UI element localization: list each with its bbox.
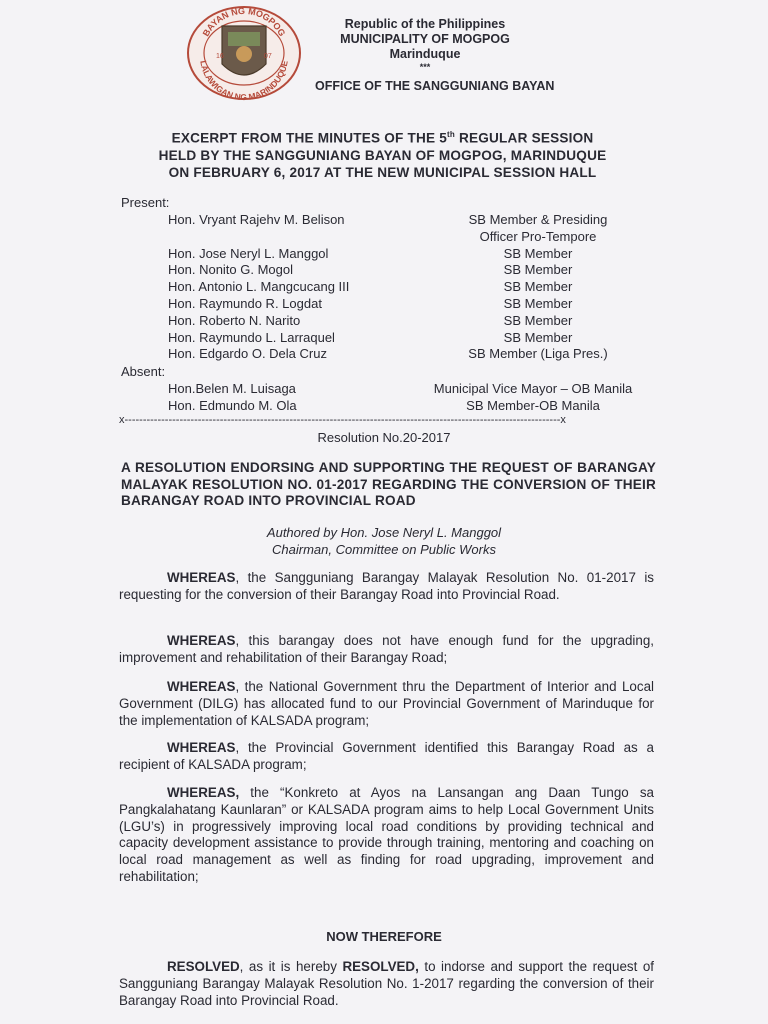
member-position: SB Member	[503, 279, 573, 295]
member-position: SB Member	[503, 296, 573, 311]
separator-line: x-----------------------------------------------------------------------------------------------------------------------x	[119, 414, 566, 426]
header-province: Marinduque	[389, 47, 461, 61]
member-name: Hon. Vryant Rajehv M. Belison	[168, 212, 345, 227]
member-name: Hon. Nonito G. Mogol	[168, 262, 294, 278]
municipal-seal-logo	[186, 4, 302, 102]
present-member-row	[168, 330, 648, 347]
present-member-row	[168, 313, 648, 330]
now-therefore: NOW THEREFORE	[326, 929, 442, 944]
whereas-paragraph: WHEREAS, the Sangguniang Barangay Malayak Resolution No. 01-2017 is requesting for the conversion of their Barangay Road into Provincial Road.	[119, 570, 654, 602]
resolution-number: Resolution No.20-2017	[317, 430, 451, 445]
office-title: OFFICE OF THE SANGGUNIANG BAYAN	[315, 79, 555, 93]
resolved-paragraph: RESOLVED, as it is hereby RESOLVED, to indorse and support the request of Sangguniang Barangay Malayak Resolution No. 1-2017 regarding the conversion of their Barangay Road into Provincial Road.	[119, 959, 654, 1008]
svg-text:LALAWIGAN NG MARINDUQUE: LALAWIGAN NG MARINDUQUE	[198, 59, 290, 102]
absent-member-row	[168, 381, 648, 398]
svg-text:BAYAN NG MOGPOG: BAYAN NG MOGPOG	[200, 5, 288, 38]
svg-text:07: 07	[264, 53, 272, 60]
svg-text:16: 16	[216, 53, 224, 60]
header-republic: Republic of the Philippines	[344, 17, 506, 31]
member-name: Hon. Jose Neryl L. Manggol	[168, 245, 329, 261]
present-label: Present:	[121, 195, 170, 210]
present-member-row	[168, 346, 648, 363]
present-member-row	[168, 262, 648, 279]
member-position: Officer Pro-Tempore	[479, 228, 597, 244]
member-name: Hon. Raymundo L. Larraquel	[168, 329, 335, 345]
present-member-row	[168, 229, 648, 246]
absent-label: Absent:	[121, 364, 166, 379]
member-name: Hon. Edgardo O. Dela Cruz	[168, 346, 327, 362]
present-member-row	[168, 212, 648, 229]
member-position: SB Member	[503, 262, 573, 278]
header-stars: ***	[419, 62, 431, 72]
whereas-paragraph: WHEREAS, the Provincial Government identified this Barangay Road as a recipient of KALSADA program;	[119, 740, 654, 772]
member-name: Hon. Edmundo M. Ola	[168, 398, 297, 413]
header-municipality: MUNICIPALITY OF MOGPOG	[340, 32, 510, 46]
member-position: SB Member (Liga Pres.)	[468, 346, 608, 362]
member-position: SB Member & Presiding	[468, 212, 608, 227]
member-position: SB Member-OB Manila	[466, 398, 600, 413]
whereas-paragraph: WHEREAS, this barangay does not have enough fund for the upgrading, improvement and rehabilitation of their Barangay Road;	[119, 633, 654, 665]
present-member-row	[168, 296, 648, 313]
member-position: Municipal Vice Mayor – OB Manila	[433, 381, 633, 396]
present-member-row	[168, 279, 648, 296]
absent-member-row	[168, 398, 648, 415]
member-name: Hon. Raymundo R. Logdat	[168, 296, 322, 311]
member-name: Hon. Roberto N. Narito	[168, 312, 301, 328]
author-block: Authored by Hon. Jose Neryl L. Manggol Chairman, Committee on Public Works	[266, 525, 502, 557]
resolution-title: A RESOLUTION ENDORSING AND SUPPORTING THE REQUEST OF BARANGAY MALAYAK RESOLUTION NO. 01-2017 REGARDING THE CONVERSION OF THEIR BARANGAY ROAD INTO PROVINCIAL ROAD	[121, 460, 656, 508]
member-position: SB Member	[503, 245, 573, 261]
whereas-paragraph: WHEREAS, the “Konkreto at Ayos na Lansangan ang Daan Tungo sa Pangkalahatang Kaunlaran” or KALSADA program aims to help Local Government Units (LGU’s) in progressively improving local road conditions by providing technical and capacity development assistance to provide through training, mentoring and coaching on local road management as well as finding for road upgrading, improvement and rehabilitation;	[119, 785, 654, 884]
member-position: SB Member	[503, 312, 573, 328]
present-member-row	[168, 246, 648, 263]
member-name: Hon. Antonio L. Mangcucang III	[168, 279, 350, 295]
member-name: Hon.Belen M. Luisaga	[168, 381, 296, 396]
excerpt-heading: EXCERPT FROM THE MINUTES OF THE 5th REGULAR SESSION HELD BY THE SANGGUNIANG BAYAN OF MOGPOG, MARINDUQUE ON FEBRUARY 6, 2017 AT THE NEW MUNICIPAL SESSION HALL	[158, 130, 607, 180]
member-position: SB Member	[503, 329, 573, 345]
whereas-paragraph: WHEREAS, the National Government thru the Department of Interior and Local Government (DILG) has allocated fund to our Provincial Government of Marinduque for the implementation of KALSADA program;	[119, 679, 654, 728]
